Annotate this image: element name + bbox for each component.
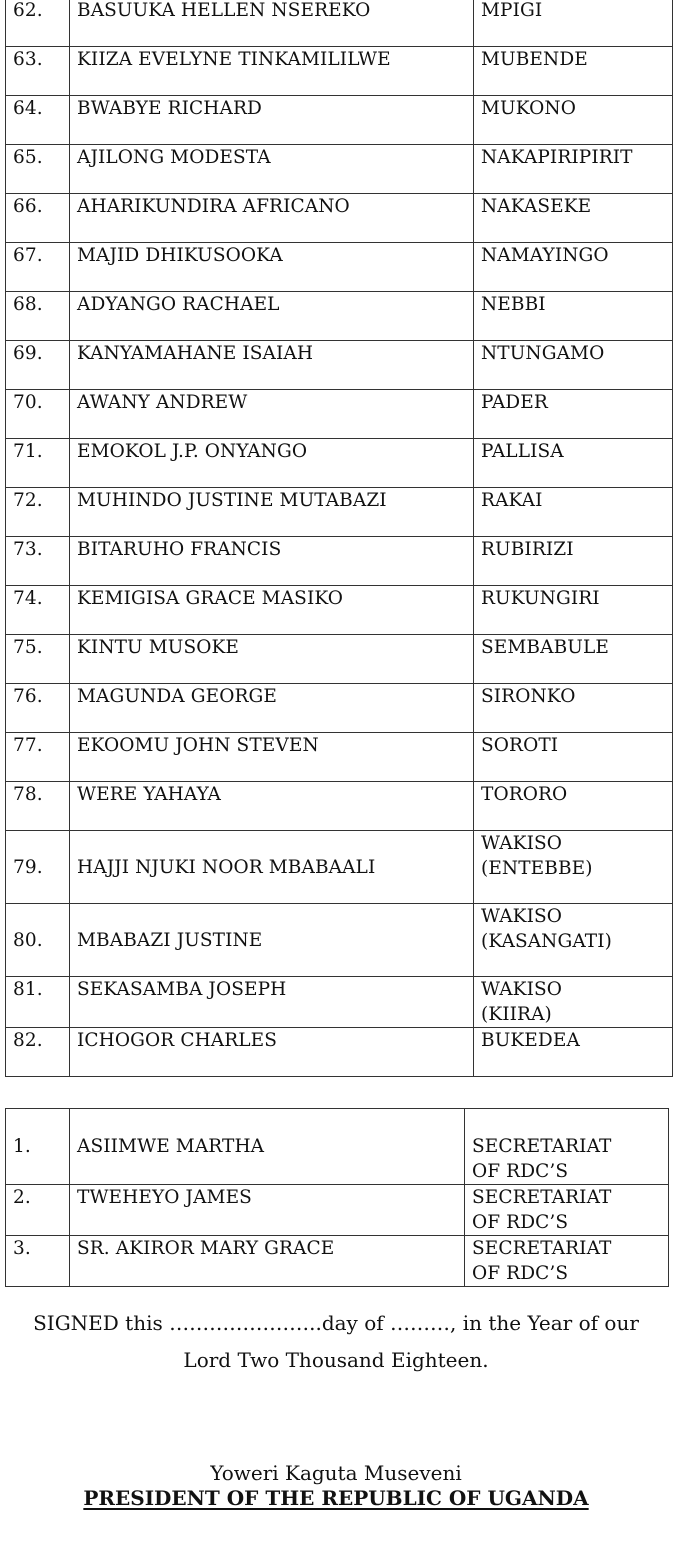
signatory-title-wrap <box>0 1485 672 1511</box>
row-number: 64. <box>6 96 70 145</box>
district-line: (ENTEBBE) <box>481 858 593 879</box>
row-number: 75. <box>6 635 70 684</box>
person-name: ADYANGO RACHAEL <box>70 292 474 341</box>
district-cell <box>465 1236 669 1287</box>
person-name: WERE YAHAYA <box>70 782 474 831</box>
district-line: OF RDC’S <box>472 1263 569 1284</box>
district-line: PADER <box>481 392 548 413</box>
district-cell <box>474 292 673 341</box>
district-line: SOROTI <box>481 735 559 756</box>
row-number: 81. <box>6 977 70 1028</box>
table-row <box>6 96 673 145</box>
row-number: 1. <box>6 1109 70 1185</box>
district-cell <box>474 439 673 488</box>
person-name: BWABYE RICHARD <box>70 96 474 145</box>
secretariat-table <box>5 1108 669 1287</box>
table-row <box>6 684 673 733</box>
district-cell <box>474 96 673 145</box>
table-row <box>6 733 673 782</box>
person-name: AJILONG MODESTA <box>70 145 474 194</box>
row-number: 79. <box>6 831 70 904</box>
person-name: KANYAMAHANE ISAIAH <box>70 341 474 390</box>
district-line: NAKAPIRIPIRIT <box>481 147 633 168</box>
person-name: BITARUHO FRANCIS <box>70 537 474 586</box>
row-number: 80. <box>6 904 70 977</box>
district-cell <box>474 977 673 1028</box>
person-name: TWEHEYO JAMES <box>70 1185 465 1236</box>
district-cell <box>474 684 673 733</box>
district-line: (KIIRA) <box>481 1004 552 1025</box>
district-line: NAKASEKE <box>481 196 592 217</box>
district-cell <box>474 733 673 782</box>
row-number: 78. <box>6 782 70 831</box>
row-number: 73. <box>6 537 70 586</box>
table-row <box>6 904 673 977</box>
person-name: SR. AKIROR MARY GRACE <box>70 1236 465 1287</box>
row-number: 63. <box>6 47 70 96</box>
table-row <box>6 1028 673 1077</box>
district-line: WAKISO <box>481 979 563 1000</box>
district-cell <box>474 831 673 904</box>
person-name: MBABAZI JUSTINE <box>70 904 474 977</box>
row-number: 67. <box>6 243 70 292</box>
district-cell <box>474 586 673 635</box>
person-name: KIIZA EVELYNE TINKAMILILWE <box>70 47 474 96</box>
person-name: ASIIMWE MARTHA <box>70 1109 465 1185</box>
signatory-name: Yoweri Kaguta Museveni <box>210 1461 462 1485</box>
district-line: PALLISA <box>481 441 564 462</box>
person-name: KEMIGISA GRACE MASIKO <box>70 586 474 635</box>
district-line: NTUNGAMO <box>481 343 605 364</box>
table-row <box>6 537 673 586</box>
district-line: SECRETARIAT <box>472 1187 612 1208</box>
district-cell <box>474 390 673 439</box>
row-number: 70. <box>6 390 70 439</box>
rdc-list-body <box>6 0 673 1077</box>
district-cell <box>474 341 673 390</box>
row-number: 66. <box>6 194 70 243</box>
district-cell <box>474 243 673 292</box>
district-line: MUBENDE <box>481 49 588 70</box>
table-row <box>6 586 673 635</box>
row-number: 71. <box>6 439 70 488</box>
signatory-title: PRESIDENT OF THE REPUBLIC OF UGANDA <box>83 1486 589 1510</box>
district-cell <box>474 1028 673 1077</box>
person-name: MUHINDO JUSTINE MUTABAZI <box>70 488 474 537</box>
district-line: NEBBI <box>481 294 546 315</box>
table-row <box>6 0 673 47</box>
table-row <box>6 1185 669 1236</box>
district-line: RUKUNGIRI <box>481 588 600 609</box>
district-line: SECRETARIAT <box>472 1136 612 1157</box>
district-cell <box>474 47 673 96</box>
district-line: BUKEDEA <box>481 1030 580 1051</box>
district-cell <box>474 635 673 684</box>
table-row <box>6 782 673 831</box>
table-row <box>6 977 673 1028</box>
person-name: SEKASAMBA JOSEPH <box>70 977 474 1028</box>
person-name: HAJJI NJUKI NOOR MBABAALI <box>70 831 474 904</box>
table-row <box>6 194 673 243</box>
district-cell <box>474 782 673 831</box>
district-line: WAKISO <box>481 833 563 854</box>
person-name: BASUUKA HELLEN NSEREKO <box>70 0 474 47</box>
district-cell <box>474 145 673 194</box>
person-name: MAGUNDA GEORGE <box>70 684 474 733</box>
person-name: EKOOMU JOHN STEVEN <box>70 733 474 782</box>
district-cell <box>474 0 673 47</box>
row-number: 74. <box>6 586 70 635</box>
person-name: MAJID DHIKUSOOKA <box>70 243 474 292</box>
row-number: 77. <box>6 733 70 782</box>
district-line: RUBIRIZI <box>481 539 574 560</box>
row-number: 62. <box>6 0 70 47</box>
row-number: 3. <box>6 1236 70 1287</box>
table-row <box>6 243 673 292</box>
table-row <box>6 1109 669 1185</box>
row-number: 76. <box>6 684 70 733</box>
table-row <box>6 439 673 488</box>
district-line: SIRONKO <box>481 686 576 707</box>
rdc-list-table <box>5 0 673 1077</box>
district-cell <box>465 1185 669 1236</box>
district-cell <box>474 537 673 586</box>
row-number: 2. <box>6 1185 70 1236</box>
district-line: NAMAYINGO <box>481 245 609 266</box>
person-name: AWANY ANDREW <box>70 390 474 439</box>
district-line: (KASANGATI) <box>481 931 612 952</box>
district-line: RAKAI <box>481 490 543 511</box>
table-row <box>6 488 673 537</box>
table-row <box>6 292 673 341</box>
table-row <box>6 831 673 904</box>
row-number: 69. <box>6 341 70 390</box>
district-line: TORORO <box>481 784 568 805</box>
person-name: AHARIKUNDIRA AFRICANO <box>70 194 474 243</box>
district-line: MUKONO <box>481 98 576 119</box>
table-row <box>6 47 673 96</box>
person-name: EMOKOL J.P. ONYANGO <box>70 439 474 488</box>
row-number: 68. <box>6 292 70 341</box>
signed-clause-line-2: Lord Two Thousand Eighteen. <box>183 1348 489 1372</box>
secretariat-body <box>6 1109 669 1287</box>
row-number: 65. <box>6 145 70 194</box>
table-row <box>6 635 673 684</box>
person-name: ICHOGOR CHARLES <box>70 1028 474 1077</box>
district-cell <box>474 904 673 977</box>
person-name: KINTU MUSOKE <box>70 635 474 684</box>
district-line: MPIGI <box>481 0 543 21</box>
district-line: OF RDC’S <box>472 1161 569 1182</box>
table-row <box>6 1236 669 1287</box>
district-cell <box>474 194 673 243</box>
signed-clause-line-1: SIGNED this …………………..day of ………, in the Year of our <box>33 1311 639 1335</box>
district-line: SEMBABULE <box>481 637 609 658</box>
district-line: SECRETARIAT <box>472 1238 612 1259</box>
district-cell <box>465 1109 669 1185</box>
district-cell <box>474 488 673 537</box>
table-row <box>6 145 673 194</box>
table-row <box>6 390 673 439</box>
table-row <box>6 341 673 390</box>
district-line: WAKISO <box>481 906 563 927</box>
row-number: 82. <box>6 1028 70 1077</box>
district-line: OF RDC’S <box>472 1212 569 1233</box>
row-number: 72. <box>6 488 70 537</box>
